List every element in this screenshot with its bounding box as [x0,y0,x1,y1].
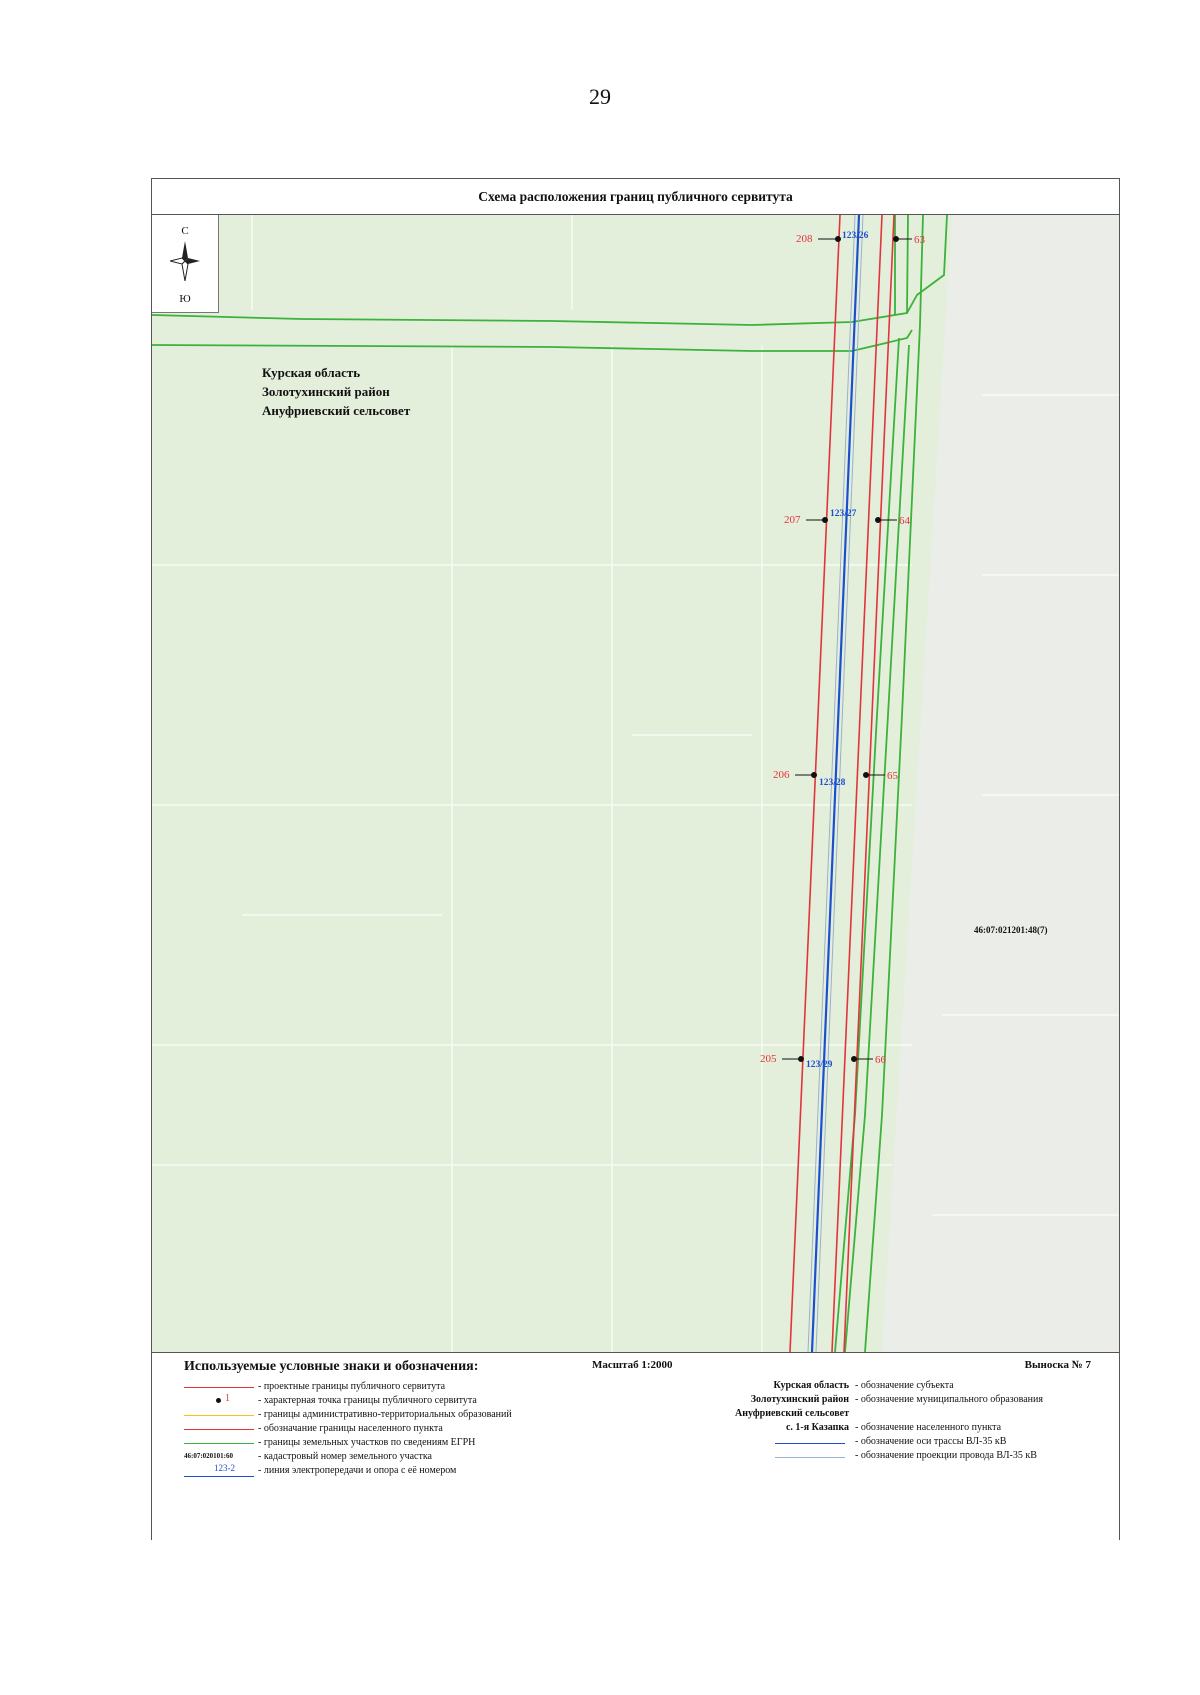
region-district: Золотухинский район [262,384,390,399]
legend-right-council: Ануфриевский сельсовет [735,1408,849,1419]
powerline-icon: 123-2 [184,1464,254,1479]
pole-label: 123/27 [830,509,857,519]
point-icon: 1 [184,1394,254,1409]
point-label: 206 [773,769,790,781]
region-label [262,363,410,420]
legend-right-subject: Курская область - обозначение субъекта [773,1380,954,1391]
point-label: 205 [760,1053,777,1065]
green-line-icon [184,1443,254,1444]
pole-label: 123/26 [842,231,869,241]
map-area[interactable] [152,215,1119,1352]
compass-star-icon [170,241,200,281]
compass-rose [152,215,219,313]
legend-right-axis: - обозначение оси трассы ВЛ-35 кВ [627,1436,1097,1451]
cadastral-sample: 46:07:020101:60 [184,1452,233,1460]
point-label: 208 [796,233,813,245]
yellow-line-icon [184,1415,254,1416]
region-subject: Курская область [262,365,361,380]
compass-north-label: С [181,225,189,237]
red-line-icon [184,1429,254,1430]
map-scale: Масштаб 1:2000 [592,1359,673,1371]
legend-title: Используемые условные знаки и обозначения: [184,1359,479,1374]
callout-number: Выноска № 7 [1024,1359,1091,1371]
legend-right-district: Золотухинский район - обозначение муниципального образования [750,1394,1043,1405]
map-title: Схема расположения границ публичного сервитута [152,179,1119,215]
page-number: 29 [589,84,611,109]
point-label: 63 [914,234,925,246]
legend-right-settlement: с. 1-я Казапка - обозначение населенного пункта [785,1422,1002,1433]
compass-south-label: Ю [179,293,191,305]
legend-right-wire: - обозначение проекции провода ВЛ-35 кВ [627,1450,1097,1465]
region-council: Ануфриевский сельсовет [262,403,411,418]
point-label: 64 [899,515,910,527]
pole-label: 123/29 [806,1060,833,1070]
gray-line-icon [775,1457,845,1458]
point-label: 66 [875,1054,886,1066]
pole-label: 123/28 [819,778,846,788]
parcel-cadastral-label: 46:07:021201:48(7) [974,925,1048,935]
point-label: 65 [887,770,898,782]
red-line-icon [184,1387,254,1388]
blue-line-icon [775,1443,845,1444]
map-frame [151,178,1120,1540]
point-label: 207 [784,514,801,526]
legend: Используемые условные знаки и обозначения: Масштаб 1:2000 Выноска № 7 - проектные границы публичного сервитута 1 - характерная точка границы публичного сервитута - границы административно-территориальных образований - обозначание границы населенного пункта - границы земельных участков по сведениям ЕГРН 46:07:020101:60 - кадастровый номер земельного участка 123-2 - линия электропередачи и опора с её номером Курская область - обозначение субъекта Золотухинский район - обозначение муниципального образования Ануфриевский сельсовет с. 1-я Казапка - обозначение населенного пункта - обозначение оси трассы ВЛ-35 кВ - обозначение проекции провода ВЛ-35 кВ [152,1352,1119,1540]
